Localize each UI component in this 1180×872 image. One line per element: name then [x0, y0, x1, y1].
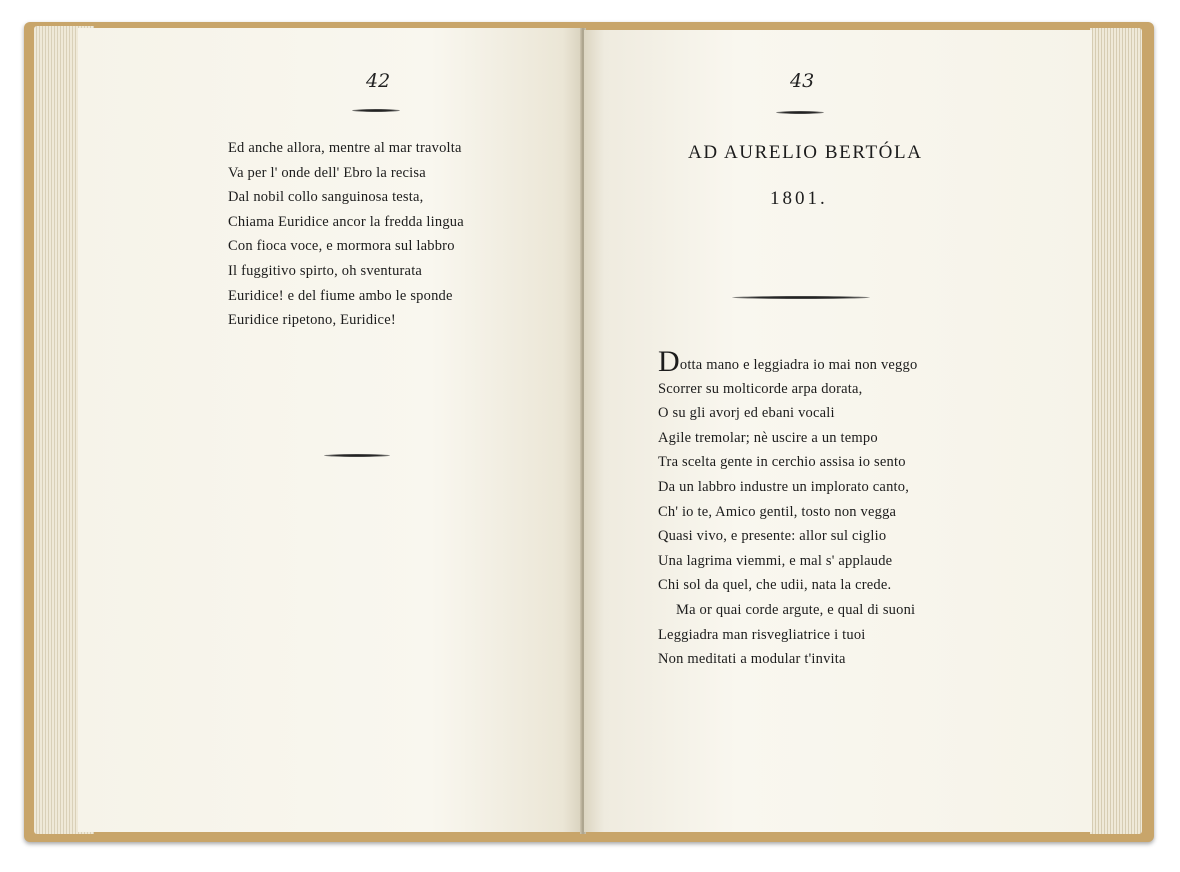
- drop-cap: D: [658, 345, 680, 378]
- verse-line: Non meditati a modular t'invita: [658, 651, 846, 668]
- verse-line-stanza-start: Ma or quai corde argute, e qual di suoni: [676, 601, 916, 618]
- left-end-ornament: [324, 454, 390, 457]
- verse-line: Da un labbro industre un implorato canto,: [658, 478, 910, 495]
- verse-line: Euridice ripetono, Euridice!: [228, 312, 396, 329]
- first-verse-text: otta mano e leggiadra io mai non veggo: [679, 357, 918, 373]
- verse-line: Una lagrima viemmi, e mal s' applaude: [658, 552, 893, 569]
- right-page-number: 43: [790, 70, 815, 92]
- right-page-edges: [1090, 28, 1142, 834]
- verse-line: Con fioca voce, e mormora sul labbro: [228, 238, 455, 255]
- verse-line: Ch' io te, Amico gentil, tosto non vegga: [658, 503, 897, 520]
- verse-line-first: [658, 345, 918, 378]
- left-page-number: 42: [366, 70, 391, 92]
- verse-line: Il fuggitivo spirto, oh sventurata: [228, 262, 423, 279]
- verse-line: Leggiadra man risvegliatrice i tuoi: [658, 626, 866, 643]
- verse-line: Va per l' onde dell' Ebro la recisa: [228, 164, 426, 181]
- verse-line: Dal nobil collo sanguinosa testa,: [228, 189, 424, 206]
- verse-line: Chi sol da quel, che udii, nata la crede.: [658, 577, 892, 594]
- right-page: [584, 30, 1092, 832]
- verse-line: Chiama Euridice ancor la fredda lingua: [228, 213, 464, 230]
- right-header-rule: [776, 111, 824, 114]
- poem-title: AD AURELIO BERTÓLA: [688, 142, 923, 163]
- right-poem: [658, 345, 918, 672]
- left-page: [78, 28, 583, 832]
- verse-line: Euridice! e del fiume ambo le sponde: [228, 287, 453, 304]
- verse-line: Ed anche allora, mentre al mar travolta: [228, 140, 462, 156]
- verse-line: Agile tremolar; nè uscire a un tempo: [658, 429, 878, 446]
- left-header-rule: [352, 109, 400, 112]
- left-poem: [228, 136, 464, 333]
- verse-line: Scorrer su molticorde arpa dorata,: [658, 380, 863, 397]
- verse-line: Quasi vivo, e presente: allor sul ciglio: [658, 528, 887, 545]
- poem-year: 1801.: [770, 188, 828, 209]
- verse-line: Tra scelta gente in cerchio assisa io sento: [658, 454, 906, 471]
- title-separator-rule: [732, 296, 870, 299]
- verse-line: O su gli avorj ed ebani vocali: [658, 405, 835, 422]
